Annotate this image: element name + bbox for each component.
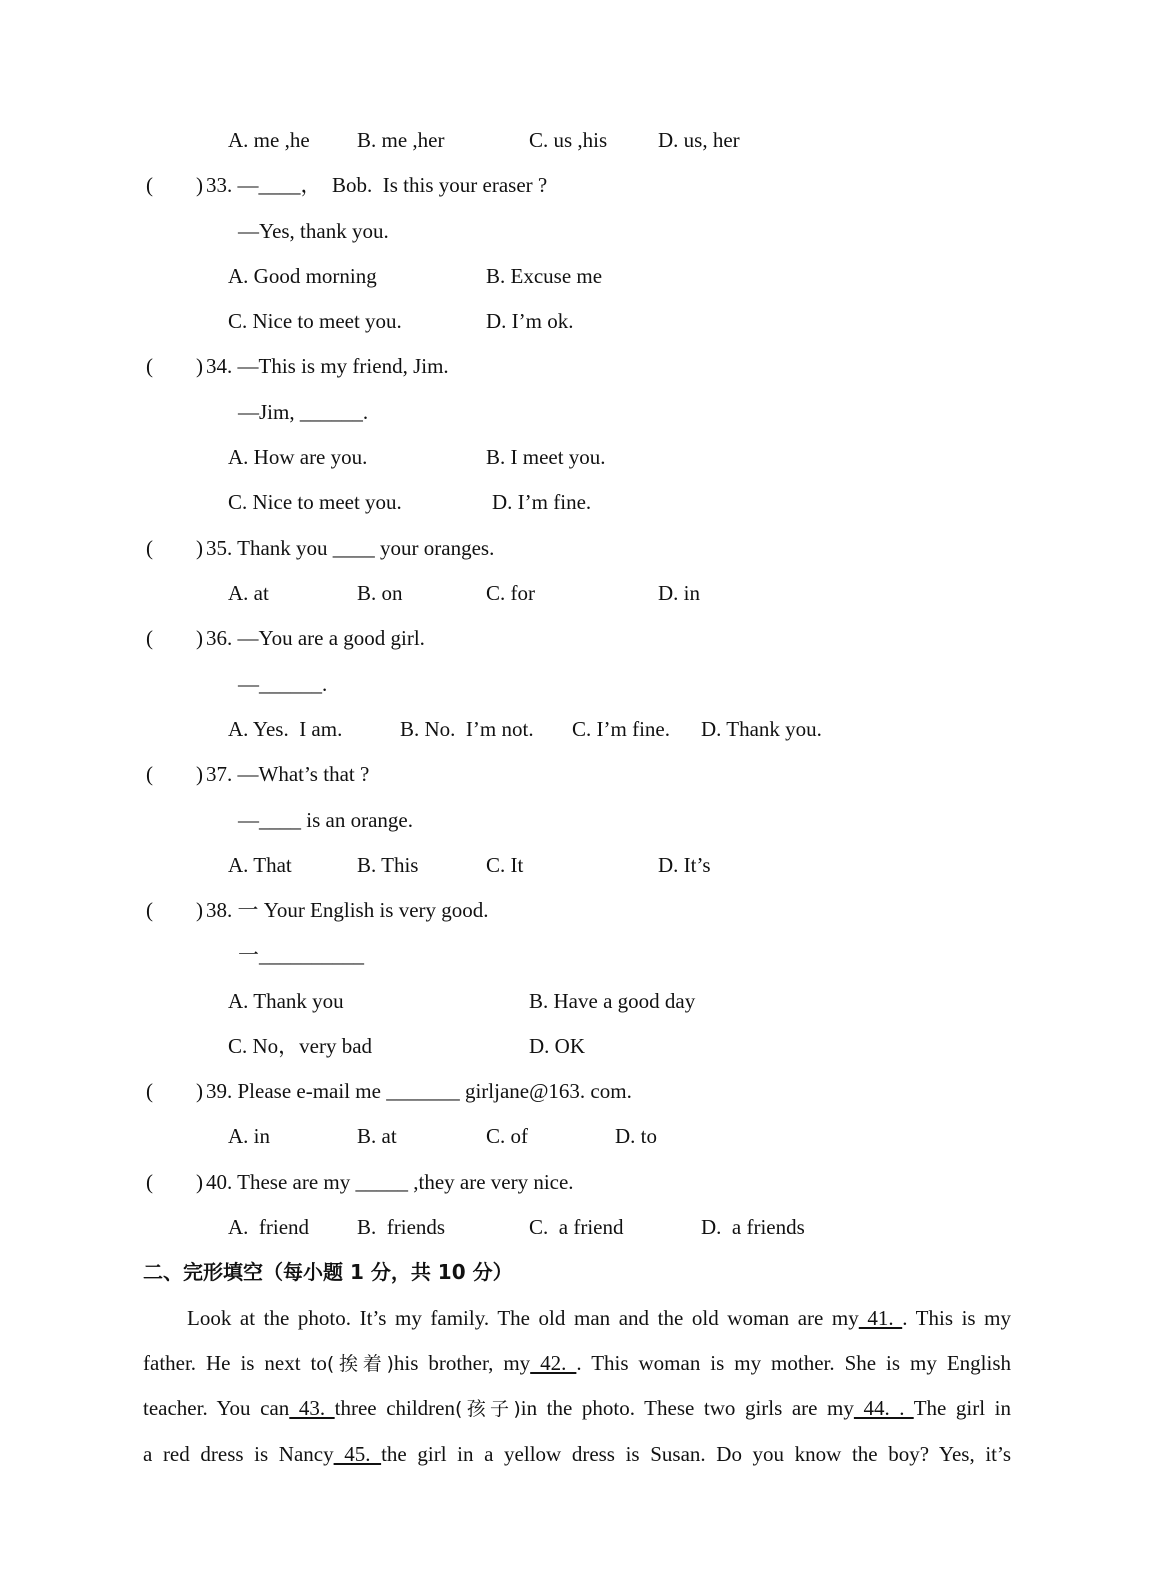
q39-stem: 39. Please e-mail me _______ girljane@163. com. <box>206 1079 632 1103</box>
q33-reply: —Yes, thank you. <box>238 219 389 243</box>
q33-option-a: A. Good morning <box>228 264 377 288</box>
passage-text: in the photo. These two girls are my <box>520 1396 854 1420</box>
q38-reply: 一__________ <box>238 943 364 967</box>
q38-option-c: C. No，very bad <box>228 1034 373 1058</box>
q34-option-b: B. I meet you. <box>486 445 606 469</box>
blank-45: 45. <box>333 1442 382 1466</box>
passage-text: the girl in a yellow dress is Susan. Do you know the boy? Yes, it’s <box>381 1442 1012 1466</box>
q35-option-c: C. for <box>486 581 535 605</box>
q37-reply: —____ is an orange. <box>238 808 413 832</box>
q37-option-b: B. This <box>357 853 419 877</box>
q37-option-d: D. It’s <box>658 853 711 877</box>
q39-option-b: B. at <box>357 1124 397 1148</box>
q32-option-a: A. me ,he <box>228 128 310 152</box>
passage-text: three children <box>334 1396 455 1420</box>
passage-text: teacher. You can <box>143 1396 290 1420</box>
q33-bracket-close: ) <box>196 173 203 197</box>
q39-option-c: C. of <box>486 1124 528 1148</box>
passage-line-4 <box>143 1442 1011 1466</box>
section-heading: 二、完形填空（每小题 1 分，共 10 分） <box>143 1260 513 1284</box>
q36-option-b: B. No. I’m not. <box>400 717 534 741</box>
passage-line-1 <box>187 1306 1011 1330</box>
q34-option-d: D. I’m fine. <box>492 490 592 514</box>
passage-text: . This woman is my mother. She is my English <box>576 1351 1011 1375</box>
blank-41: 41. <box>858 1306 903 1330</box>
q37-option-c: C. It <box>486 853 524 877</box>
q38-option-d: D. OK <box>529 1034 585 1058</box>
q36-option-c: C. I’m fine. <box>572 717 670 741</box>
q40-stem: 40. These are my _____ ,they are very nice. <box>206 1170 574 1194</box>
q38-option-a: A. Thank you <box>228 989 344 1013</box>
q36-option-a: A. Yes. I am. <box>228 717 343 741</box>
q39-option-d: D. to <box>615 1124 657 1148</box>
q37-bracket-open: ( <box>146 762 153 786</box>
passage-text: father. He is next to <box>143 1351 327 1375</box>
q34-reply: —Jim, ______. <box>238 400 369 424</box>
q36-bracket-close: ) <box>196 626 203 650</box>
passage-text: . This is my <box>902 1306 1012 1330</box>
q40-option-c: C. a friend <box>529 1215 624 1239</box>
q39-option-a: A. in <box>228 1124 270 1148</box>
q36-option-d: D. Thank you. <box>701 717 822 741</box>
q35-option-d: D. in <box>658 581 700 605</box>
q38-stem: 38. 一 Your English is very good. <box>206 898 489 922</box>
q35-option-a: A. at <box>228 581 269 605</box>
q36-reply: —______. <box>238 672 328 696</box>
q33-option-d: D. I’m ok. <box>486 309 574 333</box>
blank-43: 43. <box>289 1396 335 1420</box>
q39-bracket-open: ( <box>146 1079 153 1103</box>
q34-bracket-open: ( <box>146 354 153 378</box>
q32-option-d: D. us, her <box>658 128 740 152</box>
q37-option-a: A. That <box>228 853 292 877</box>
q35-bracket-close: ) <box>196 536 203 560</box>
q33-option-b: B. Excuse me <box>486 264 603 288</box>
q32-option-c: C. us ,his <box>529 128 608 152</box>
q40-option-d: D. a friends <box>701 1215 805 1239</box>
passage-line-3 <box>143 1396 1011 1421</box>
passage-text: a red dress is Nancy <box>143 1442 334 1466</box>
q33-bracket-open: ( <box>146 173 153 197</box>
q40-bracket-close: ) <box>196 1170 203 1194</box>
q37-bracket-close: ) <box>196 762 203 786</box>
q39-bracket-close: ) <box>196 1079 203 1103</box>
q36-bracket-open: ( <box>146 626 153 650</box>
q34-stem: 34. —This is my friend, Jim. <box>206 354 449 378</box>
q40-option-b: B. friends <box>357 1215 446 1239</box>
q38-bracket-close: ) <box>196 898 203 922</box>
q34-option-a: A. How are you. <box>228 445 368 469</box>
passage-text: The girl in <box>913 1396 1011 1420</box>
q35-bracket-open: ( <box>146 536 153 560</box>
gloss-children: (孩子) <box>455 1398 521 1420</box>
gloss-next-to: (挨着) <box>326 1353 394 1375</box>
q37-stem: 37. —What’s that ? <box>206 762 370 786</box>
q32-option-b: B. me ,her <box>357 128 445 152</box>
passage-line-2 <box>143 1351 1011 1376</box>
q40-option-a: A. friend <box>228 1215 310 1239</box>
q33-stem: 33. —____， Bob. Is this your eraser ? <box>206 173 548 197</box>
q33-option-c: C. Nice to meet you. <box>228 309 402 333</box>
q38-bracket-open: ( <box>146 898 153 922</box>
blank-44: 44. . <box>853 1396 914 1420</box>
q38-option-b: B. Have a good day <box>529 989 696 1013</box>
q35-stem: 35. Thank you ____ your oranges. <box>206 536 495 560</box>
q35-option-b: B. on <box>357 581 403 605</box>
q40-bracket-open: ( <box>146 1170 153 1194</box>
q34-option-c: C. Nice to meet you. <box>228 490 402 514</box>
blank-42: 42. <box>530 1351 577 1375</box>
q36-stem: 36. —You are a good girl. <box>206 626 425 650</box>
passage-text: Look at the photo. It’s my family. The old man and the old woman are my <box>187 1306 859 1330</box>
passage-text: his brother, my <box>393 1351 531 1375</box>
q34-bracket-close: ) <box>196 354 203 378</box>
